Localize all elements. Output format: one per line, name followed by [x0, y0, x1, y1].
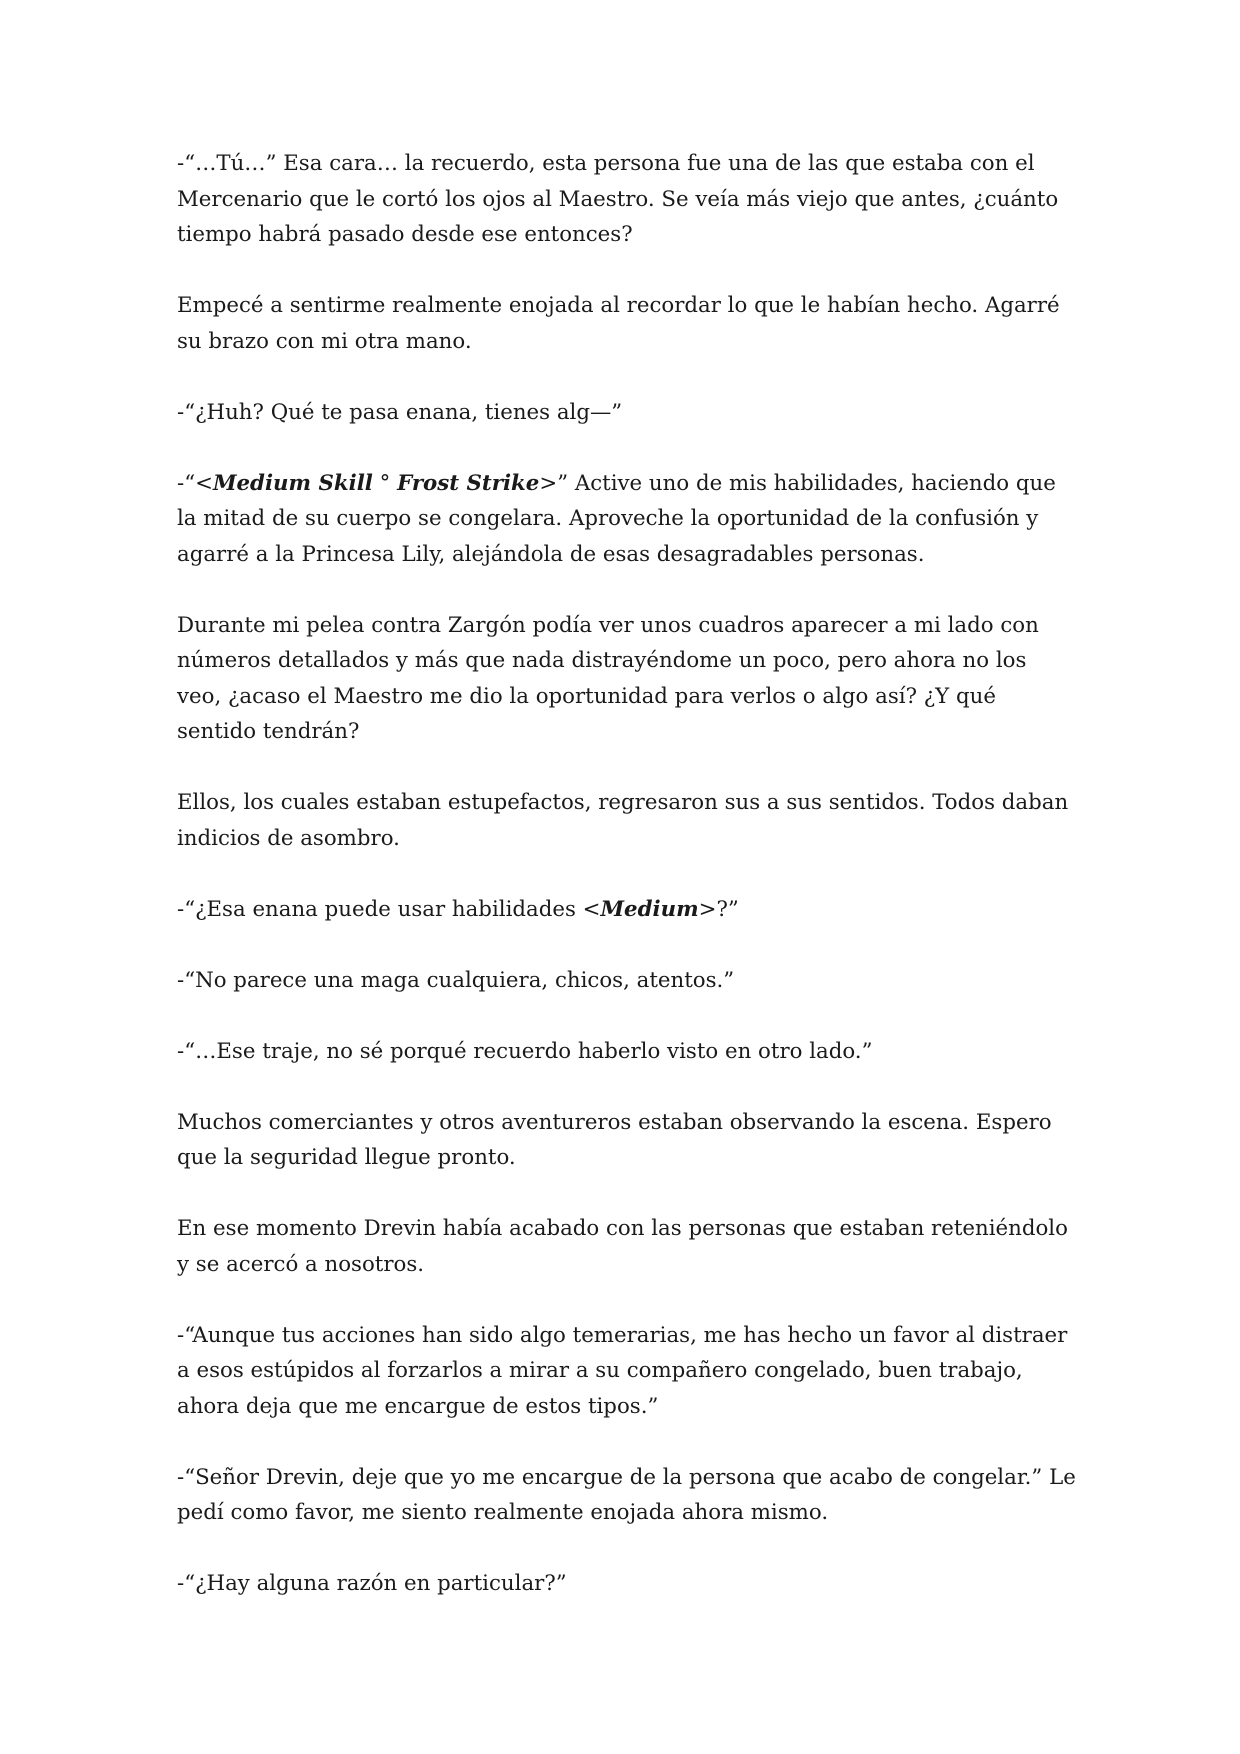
paragraph [177, 395, 1077, 431]
text-segment: ° [372, 470, 398, 496]
text-segment: -“¿Hay alguna razón en particular?” [177, 1571, 567, 1596]
text-segment: Ellos, los cuales estaban estupefactos, regresaron sus a sus sentidos. Todos daban indicios de asombro. [177, 790, 1069, 851]
paragraph [177, 466, 1077, 573]
text-segment: -“Aunque tus acciones han sido algo temerarias, me has hecho un favor al distraer a esos estúpidos al forzarlos a mirar a su compañero congelado, buen trabajo, ahora deja que me encargue de estos tipos.” [177, 1322, 1068, 1419]
skill-name: Medium [600, 896, 699, 922]
paragraph [177, 892, 1077, 928]
paragraph [177, 963, 1077, 999]
text-segment: Durante mi pelea contra Zargón podía ver unos cuadros aparecer a mi lado con números detallados y más que nada distrayéndome un poco, pero ahora no los veo, ¿acaso el Maestro me dio la oportunidad para verlos o algo así? ¿Y qué sentido tendrán? [177, 612, 1039, 744]
text-segment: -“…Tú…” Esa cara… la recuerdo, esta persona fue una de las que estaba con el Mercenario que le cortó los ojos al Maestro. Se veía más viejo que antes, ¿cuánto tiempo habrá pasado desde ese entonces? [177, 151, 1059, 247]
text-segment: Muchos comerciantes y otros aventureros estaban observando la escena. Espero que la seguridad llegue pronto. [177, 1109, 1052, 1170]
text-segment: >?” [698, 896, 739, 922]
paragraph [177, 1034, 1077, 1070]
text-segment: -“…Ese traje, no sé porqué recuerdo haberlo visto en otro lado.” [177, 1038, 873, 1064]
skill-name: Medium Skill [212, 470, 373, 496]
paragraph [177, 1566, 1077, 1602]
text-segment: -“No parece una maga cualquiera, chicos, atentos.” [177, 967, 735, 993]
paragraph [177, 785, 1077, 856]
text-segment: -“Señor Drevin, deje que yo me encargue de la persona que acabo de congelar.” Le pedí como favor, me siento realmente enojada ahora mismo. [177, 1464, 1076, 1525]
paragraph [177, 146, 1077, 253]
text-segment: En ese momento Drevin había acabado con las personas que estaban reteniéndolo y se acercó a nosotros. [177, 1216, 1068, 1277]
paragraph [177, 288, 1077, 359]
paragraph [177, 1105, 1077, 1176]
skill-name: Frost Strike [397, 470, 540, 496]
text-segment: -“¿Esa enana puede usar habilidades < [177, 896, 601, 922]
text-segment: >” Active uno de mis habilidades, haciendo que la mitad de su cuerpo se congelara. Aproveche la oportunidad de la confusión y agarré a la Princesa Lily, alejándola de esas desagradables personas. [177, 470, 1056, 567]
paragraph [177, 608, 1077, 750]
paragraph [177, 1211, 1077, 1282]
paragraph [177, 1460, 1077, 1531]
text-segment: -“¿Huh? Qué te pasa enana, tienes alg—” [177, 399, 623, 425]
text-segment: Empecé a sentirme realmente enojada al recordar lo que le habían hecho. Agarré su brazo con mi otra mano. [177, 293, 1060, 354]
paragraph [177, 1318, 1077, 1425]
text-segment: -“< [177, 470, 213, 496]
document-page [177, 146, 1077, 1602]
